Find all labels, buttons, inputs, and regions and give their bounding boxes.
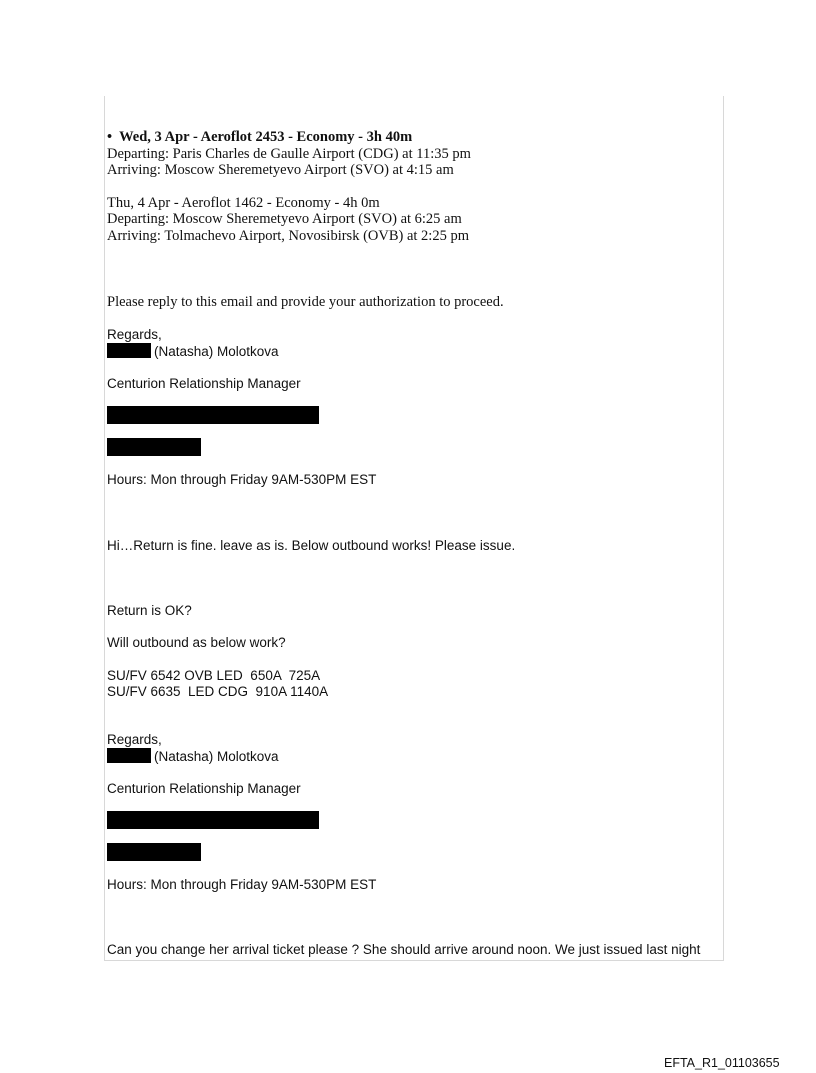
segment2-arriving: Arriving: Tolmachevo Airport, Novosibirsk (OVB) at 2:25 pm — [107, 228, 469, 244]
document-id: EFTA_R1_01103655 — [664, 1056, 780, 1070]
signature2-name: (Natasha) Molotkova — [154, 749, 279, 764]
contact-redaction-4 — [107, 843, 201, 861]
signature1-hours: Hours: Mon through Friday 9AM-530PM EST — [107, 472, 377, 487]
authorization-request: Please reply to this email and provide your authorization to proceed. — [107, 294, 504, 310]
signature1-regards: Regards, — [107, 327, 162, 342]
outbound-question: Will outbound as below work? — [107, 635, 286, 650]
bullet-marker: • — [107, 129, 113, 145]
segment1-title-line — [107, 129, 412, 145]
flight-line-2: SU/FV 6635 LED CDG 910A 1140A — [107, 684, 329, 699]
segment1-title: Wed, 3 Apr - Aeroflot 2453 - Economy - 3h 40m — [119, 129, 413, 145]
segment1-arriving: Arriving: Moscow Sheremetyevo Airport (SVO) at 4:15 am — [107, 162, 454, 178]
signature2-hours: Hours: Mon through Friday 9AM-530PM EST — [107, 877, 377, 892]
contact-redaction-3 — [107, 811, 319, 829]
signature2-name-line — [107, 748, 279, 765]
signature1-name-line — [107, 343, 279, 360]
signature1-role: Centurion Relationship Manager — [107, 376, 301, 391]
reply-message: Hi…Return is fine. leave as is. Below outbound works! Please issue. — [107, 538, 516, 553]
signature2-regards: Regards, — [107, 732, 162, 747]
segment1-departing: Departing: Paris Charles de Gaulle Airport (CDG) at 11:35 pm — [107, 146, 471, 162]
change-ticket-message: Can you change her arrival ticket please ? She should arrive around noon. We just issued last night — [107, 942, 701, 957]
flight-line-1: SU/FV 6542 OVB LED 650A 725A — [107, 668, 321, 683]
return-ok-question: Return is OK? — [107, 603, 192, 618]
name-redaction — [107, 748, 151, 763]
contact-redaction-1 — [107, 406, 319, 424]
contact-redaction-2 — [107, 438, 201, 456]
name-redaction — [107, 343, 151, 358]
signature2-role: Centurion Relationship Manager — [107, 781, 301, 796]
segment2-departing: Departing: Moscow Sheremetyevo Airport (SVO) at 6:25 am — [107, 211, 462, 227]
segment2-title: Thu, 4 Apr - Aeroflot 1462 - Economy - 4h 0m — [107, 195, 380, 211]
signature1-name: (Natasha) Molotkova — [154, 344, 279, 359]
